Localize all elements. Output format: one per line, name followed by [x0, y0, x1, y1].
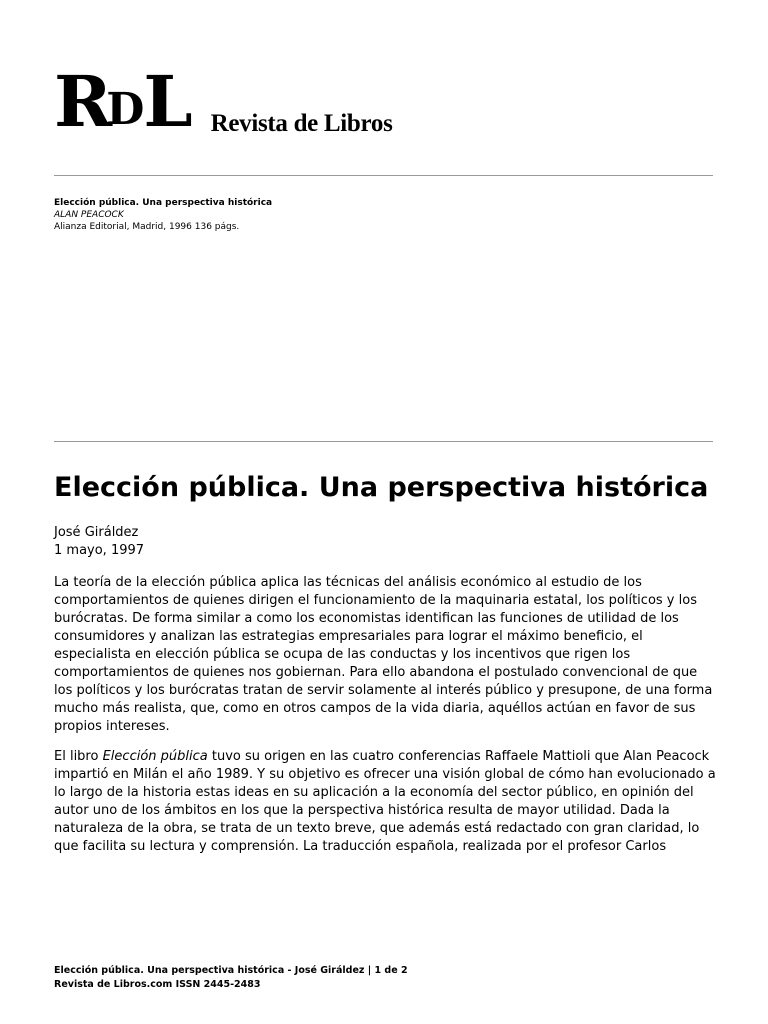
book-author: ALAN PEACOCK [54, 210, 124, 220]
paragraph-1: La teoría de la elección pública aplica las técnicas del análisis económico al estudio de los comportamientos de quienes dirigen el funcionamiento de la maquinaria estatal, los políticos y los burócratas. De forma similar a como los economistas identifican las funciones de utilidad de los consumidores y analizan las estrategias empresariales para lograr el máximo beneficio, el especialista en elección pública se ocupa de las conductas y los incentivos que rigen los comportamientos de quienes nos gobiernan. Para ello abandona el postulado convencional de que los políticos y los burócratas tratan de servir solamente al interés público y presupone, de una forma mucho más realista, que, como en otros campos de la vida diaria, aquéllos actúan en favor de sus propios intereses. [54, 575, 713, 734]
article-meta [54, 524, 144, 560]
top-divider [54, 175, 713, 176]
brand-name: Revista de Libros [210, 110, 393, 137]
article-date: 1 mayo, 1997 [54, 543, 145, 558]
book-title: Elección pública. Una perspectiva histórica [54, 198, 273, 208]
article-author: José Giráldez [54, 525, 139, 540]
book-title-italic: Elección pública [102, 749, 208, 764]
logo-letter-r: R [54, 60, 107, 143]
paragraph-2 [54, 748, 716, 856]
footer-line-1: Elección pública. Una perspectiva histórica - José Giráldez | 1 de 2 [54, 965, 408, 976]
article-title: Elección pública. Una perspectiva histórica [54, 472, 709, 503]
article-body [54, 574, 716, 868]
rdl-logo-mark [54, 60, 187, 143]
footer-line-2: Revista de Libros.com ISSN 2445-2483 [54, 979, 261, 990]
middle-divider [54, 441, 713, 442]
page-footer [54, 964, 408, 992]
paragraph-2-start: El libro [54, 749, 103, 764]
paragraph-2-rest: tuvo su origen en las cuatro conferencias Raffaele Mattioli que Alan Peacock impartió en Milán el año 1989. Y su objetivo es ofrecer una visión global de cómo han evolucionado a lo largo de la historia estas ideas en su aplicación a la economía del sector público, en opinión del autor uno de los ámbitos en los que la perspectiva histórica resulta de mayor utilidad. Dada la naturaleza de la obra, se trata de un texto breve, que además está redactado con gran claridad, lo que facilita su lectura y comprensión. La traducción española, realizada por el profesor Carlos [54, 749, 716, 854]
book-reference [54, 197, 272, 233]
logo-letter-d: D [106, 84, 142, 135]
logo-letter-l: L [143, 60, 187, 143]
book-publisher: Alianza Editorial, Madrid, 1996 136 págs. [54, 222, 240, 232]
site-logo [54, 60, 393, 143]
